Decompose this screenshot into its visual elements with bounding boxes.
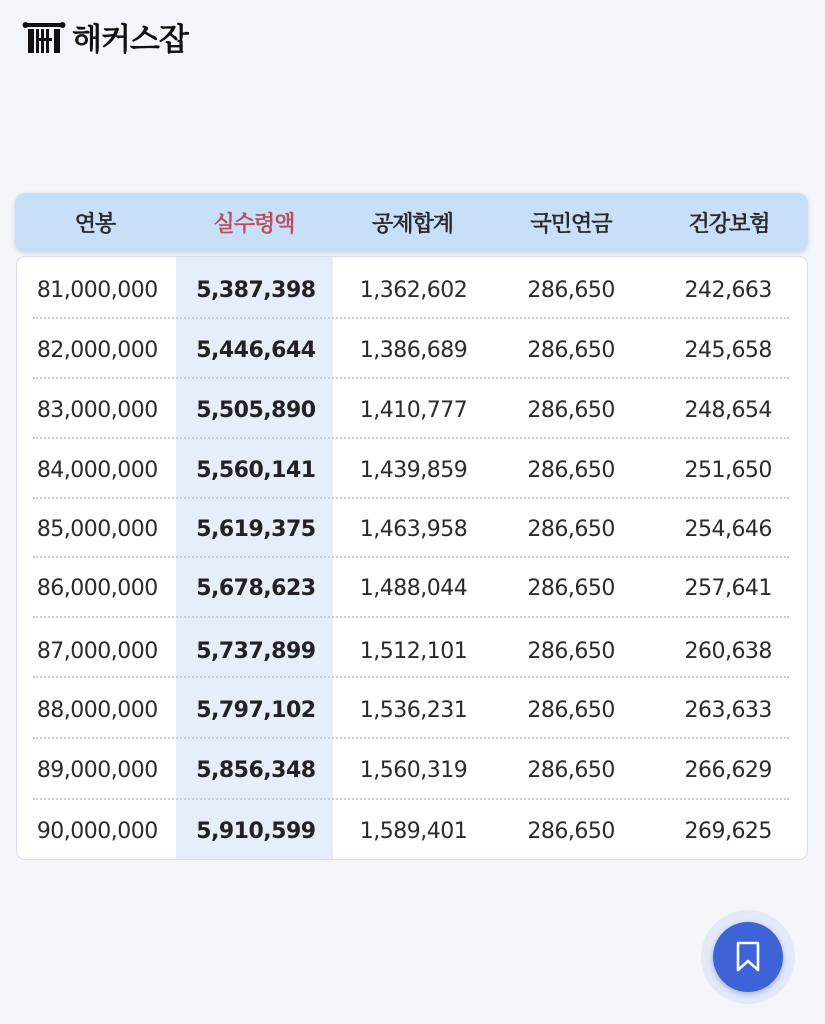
national-pension-cell: 286,650 [527, 575, 615, 601]
net-pay-cell: 5,446,644 [196, 337, 316, 363]
row-divider [33, 676, 789, 678]
brand-name: 해커스잡 [72, 22, 188, 58]
total-deductions-cell: 1,589,401 [359, 818, 468, 844]
table-row [17, 740, 807, 800]
table-row [17, 801, 807, 860]
health-insurance-cell: 257,641 [684, 575, 772, 601]
row-divider [33, 556, 789, 558]
row-divider [33, 497, 789, 499]
table-row [17, 320, 807, 380]
row-divider [33, 798, 789, 800]
national-pension-cell: 286,650 [527, 697, 615, 723]
salary-cell: 88,000,000 [36, 697, 158, 723]
row-divider [33, 377, 789, 379]
salary-cell: 89,000,000 [36, 757, 158, 783]
table-row [17, 380, 807, 440]
health-insurance-cell: 254,646 [684, 516, 772, 542]
salary-cell: 81,000,000 [36, 277, 158, 303]
net-pay-cell: 5,797,102 [196, 697, 316, 723]
net-pay-cell: 5,737,899 [196, 638, 316, 664]
national-pension-cell: 286,650 [527, 818, 615, 844]
total-deductions-cell: 1,512,101 [359, 638, 468, 664]
table-row [17, 621, 807, 681]
row-divider [33, 616, 789, 618]
table-row [17, 499, 807, 559]
salary-cell: 82,000,000 [36, 337, 158, 363]
net-pay-cell: 5,619,375 [196, 516, 316, 542]
net-pay-cell: 5,910,599 [196, 818, 316, 844]
health-insurance-cell: 245,658 [684, 337, 772, 363]
total-deductions-cell: 1,439,859 [359, 457, 468, 483]
national-pension-cell: 286,650 [527, 457, 615, 483]
header-national-pension: 국민연금 [530, 211, 612, 237]
header-net-pay: 실수령액 [213, 211, 295, 237]
health-insurance-cell: 242,663 [684, 277, 772, 303]
health-insurance-cell: 251,650 [684, 457, 772, 483]
net-pay-cell: 5,560,141 [196, 457, 316, 483]
net-pay-cell: 5,856,348 [196, 757, 316, 783]
health-insurance-cell: 266,629 [684, 757, 772, 783]
table-row [17, 440, 807, 500]
health-insurance-cell: 269,625 [684, 818, 772, 844]
health-insurance-cell: 263,633 [684, 697, 772, 723]
header-salary: 연봉 [74, 211, 116, 237]
salary-cell: 90,000,000 [36, 818, 158, 844]
total-deductions-cell: 1,386,689 [359, 337, 468, 363]
salary-cell: 86,000,000 [36, 575, 158, 601]
net-pay-cell: 5,678,623 [196, 575, 316, 601]
total-deductions-cell: 1,536,231 [359, 697, 468, 723]
bookmark-fab-container [701, 910, 795, 1004]
total-deductions-cell: 1,410,777 [359, 397, 468, 423]
health-insurance-cell: 248,654 [684, 397, 772, 423]
total-deductions-cell: 1,488,044 [359, 575, 468, 601]
national-pension-cell: 286,650 [527, 516, 615, 542]
row-divider [33, 737, 789, 739]
row-divider [33, 437, 789, 439]
hackers-logo-icon [22, 17, 66, 57]
header-health-insurance: 건강보험 [688, 211, 770, 237]
brand-logo[interactable] [22, 14, 188, 59]
table-row [17, 260, 807, 320]
national-pension-cell: 286,650 [527, 397, 615, 423]
bookmark-button[interactable] [713, 922, 783, 992]
national-pension-cell: 286,650 [527, 277, 615, 303]
health-insurance-cell: 260,638 [684, 638, 772, 664]
salary-cell: 87,000,000 [36, 638, 158, 664]
total-deductions-cell: 1,463,958 [359, 516, 468, 542]
net-pay-cell: 5,387,398 [196, 277, 316, 303]
salary-cell: 84,000,000 [36, 457, 158, 483]
table-header [15, 193, 808, 251]
salary-table [16, 256, 808, 860]
total-deductions-cell: 1,560,319 [359, 757, 468, 783]
national-pension-cell: 286,650 [527, 638, 615, 664]
salary-cell: 85,000,000 [36, 516, 158, 542]
national-pension-cell: 286,650 [527, 757, 615, 783]
national-pension-cell: 286,650 [527, 337, 615, 363]
row-divider [33, 317, 789, 319]
header-total-deductions: 공제합계 [371, 211, 453, 237]
net-pay-cell: 5,505,890 [196, 397, 316, 423]
table-row [17, 680, 807, 740]
bookmark-icon [735, 941, 761, 973]
table-row [17, 558, 807, 618]
salary-cell: 83,000,000 [36, 397, 158, 423]
total-deductions-cell: 1,362,602 [359, 277, 468, 303]
